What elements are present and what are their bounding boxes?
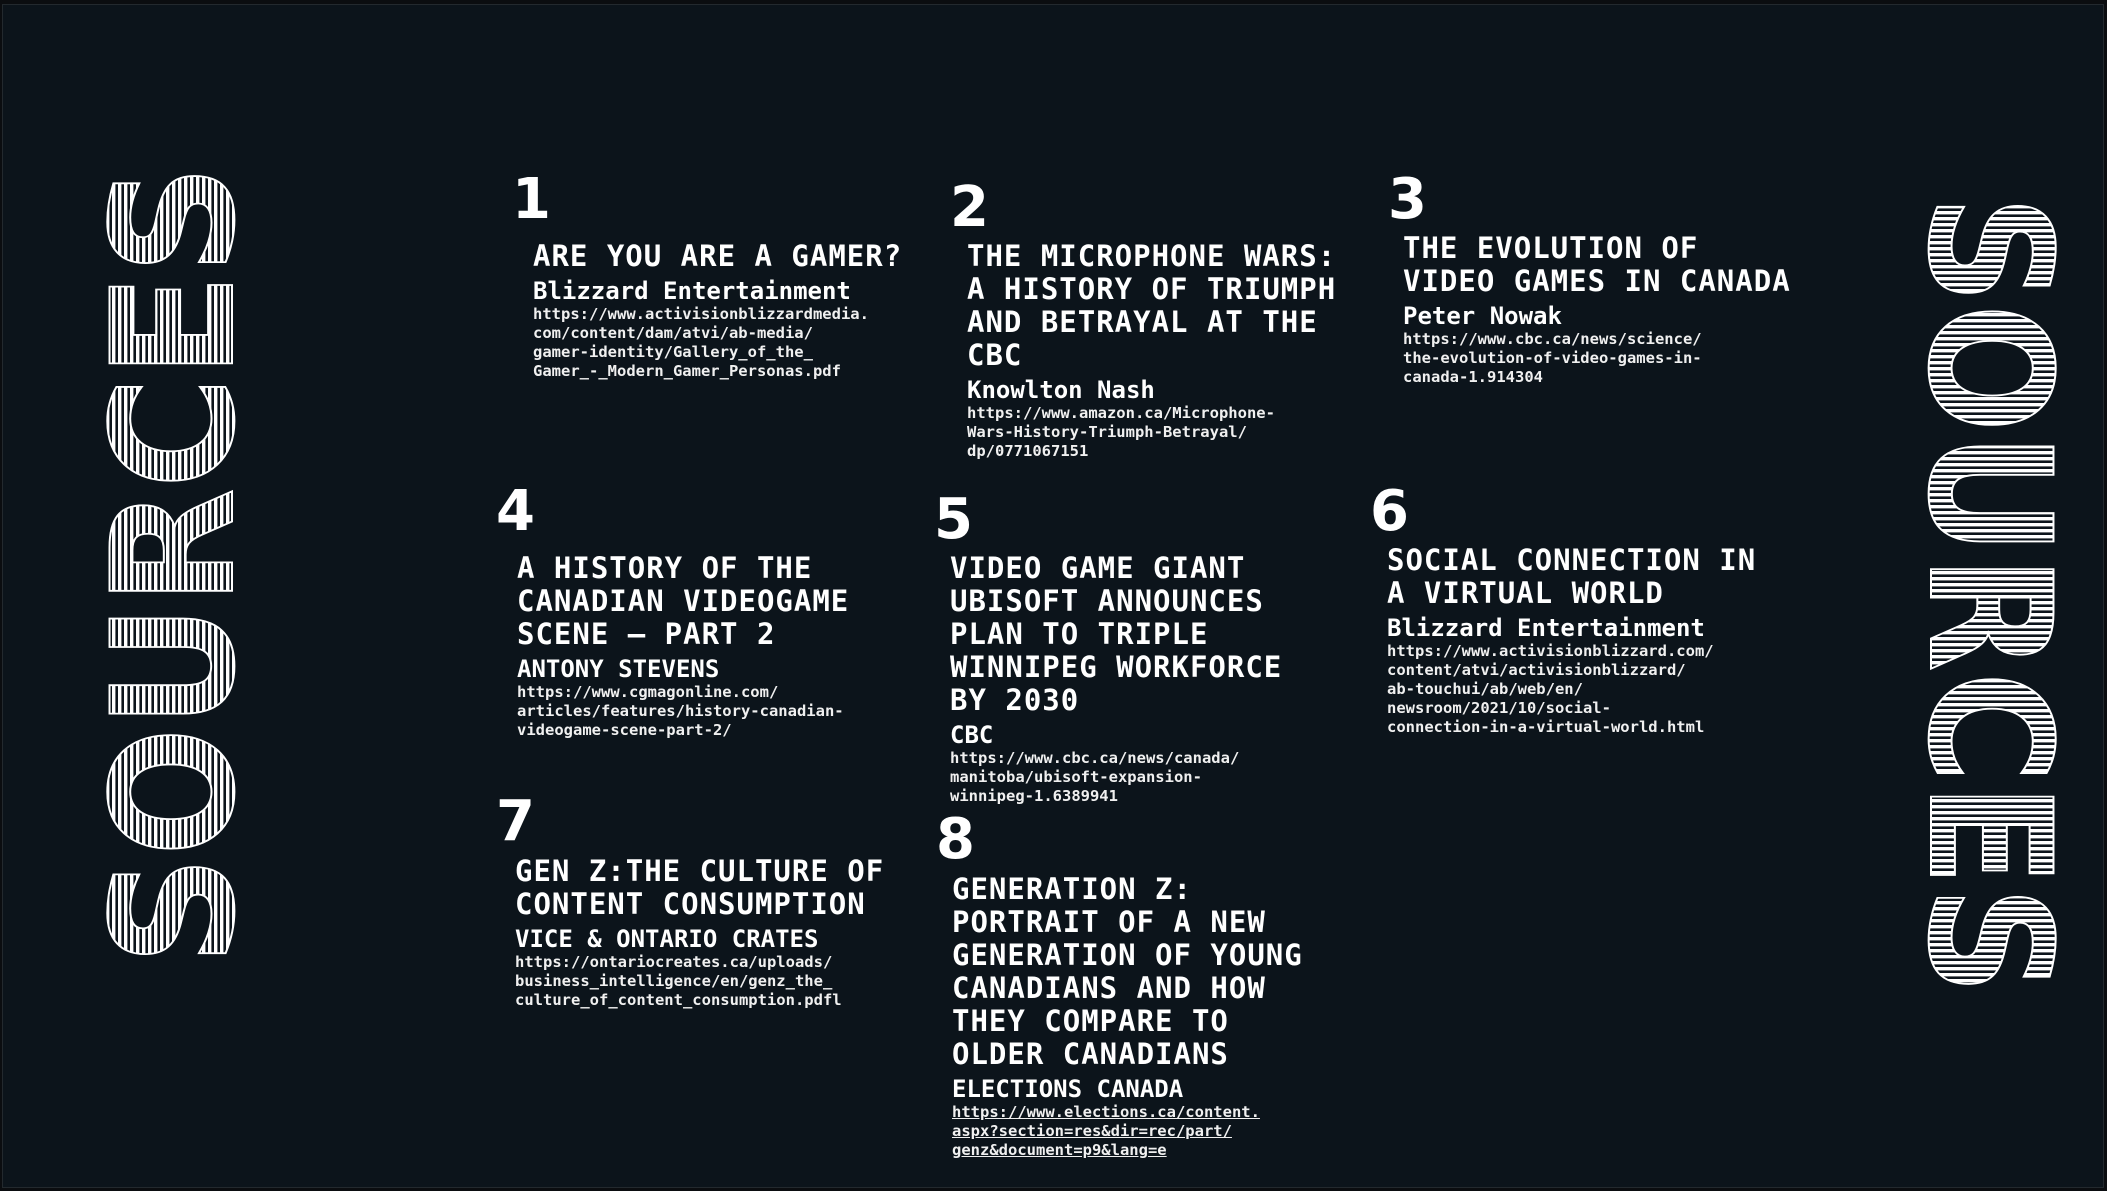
source-author-1: Blizzard Entertainment: [533, 277, 851, 305]
source-number-2: 2: [950, 175, 989, 240]
sources-title-text-left: SOURCES: [76, 76, 272, 965]
source-title-2: THE MICROPHONE WARS: A HISTORY OF TRIUMPH AND BETRAYAL AT THE CBC: [967, 239, 1337, 372]
source-author-8: ELECTIONS CANADA: [952, 1075, 1184, 1103]
source-author-4: ANTONY STEVENS: [517, 655, 720, 683]
source-link-6[interactable]: https://www.activisionblizzard.com/ content/atvi/activisionblizzard/ ab-touchui/ab/web/en/ newsroom/2021/10/social- connection-in-a-virtual-world.html: [1387, 642, 1714, 736]
source-link-5[interactable]: https://www.cbc.ca/news/canada/ manitoba/ubisoft-expansion- winnipeg-1.6389941: [950, 749, 1240, 805]
source-link-1[interactable]: https://www.activisionblizzardmedia. com/content/dam/atvi/ab-media/ gamer-identity/Gallery_of_the_ Gamer_-_Modern_Gamer_Personas.pdf: [533, 305, 869, 380]
source-link-3[interactable]: https://www.cbc.ca/news/science/ the-evolution-of-video-games-in- canada-1.914304: [1403, 330, 1702, 386]
source-entry-6: [1387, 544, 1756, 737]
source-title-3: THE EVOLUTION OF VIDEO GAMES IN CANADA: [1403, 231, 1791, 298]
source-entry-2: [967, 240, 1336, 461]
source-entry-7: [515, 855, 884, 1010]
source-entry-3: [1403, 232, 1791, 387]
source-link-4[interactable]: https://www.cgmagonline.com/ articles/features/history-canadian- videogame-scene-part-2/: [517, 683, 844, 739]
source-author-6: Blizzard Entertainment: [1387, 614, 1705, 642]
source-link-7[interactable]: https://ontariocreates.ca/uploads/ business_intelligence/en/genz_the_ culture_of_content_consumption.pdfl: [515, 953, 842, 1009]
source-entry-4: [517, 552, 849, 740]
source-title-4: A HISTORY OF THE CANADIAN VIDEOGAME SCENE – PART 2: [517, 551, 850, 651]
source-link-2[interactable]: https://www.amazon.ca/Microphone- Wars-History-Triumph-Betrayal/ dp/0771067151: [967, 404, 1275, 460]
source-title-5: VIDEO GAME GIANT UBISOFT ANNOUNCES PLAN TO TRIPLE WINNIPEG WORKFORCE BY 2030: [950, 551, 1283, 717]
source-number-6: 6: [1370, 479, 1409, 544]
source-link-8[interactable]: https://www.elections.ca/content. aspx?section=res&dir=rec/part/ genz&document=p9&lang=e: [952, 1103, 1260, 1159]
source-number-3: 3: [1388, 167, 1427, 232]
source-title-1: ARE YOU ARE A GAMER?: [533, 239, 903, 273]
source-entry-1: [533, 240, 902, 381]
source-number-8: 8: [936, 807, 975, 872]
source-number-4: 4: [496, 479, 535, 544]
sources-title-text-right: SOURCES: [1891, 195, 2087, 1084]
source-number-5: 5: [934, 487, 973, 552]
source-author-3: Peter Nowak: [1403, 302, 1562, 330]
source-author-7: VICE & ONTARIO CRATES: [515, 925, 819, 953]
source-title-8: GENERATION Z: PORTRAIT OF A NEW GENERATION OF YOUNG CANADIANS AND HOW THEY COMPARE TO OLDER CANADIANS: [952, 872, 1303, 1071]
source-number-1: 1: [512, 167, 551, 232]
sources-vertical-title-left: [76, 76, 272, 980]
sources-vertical-title-right: [1891, 180, 2087, 1084]
source-title-7: GEN Z:THE CULTURE OF CONTENT CONSUMPTION: [515, 854, 885, 921]
source-author-5: CBC: [950, 721, 994, 749]
source-entry-5: [950, 552, 1282, 806]
source-author-2: Knowlton Nash: [967, 376, 1155, 404]
source-title-6: SOCIAL CONNECTION IN A VIRTUAL WORLD: [1387, 543, 1757, 610]
source-entry-8: [952, 873, 1303, 1160]
source-number-7: 7: [496, 789, 535, 854]
